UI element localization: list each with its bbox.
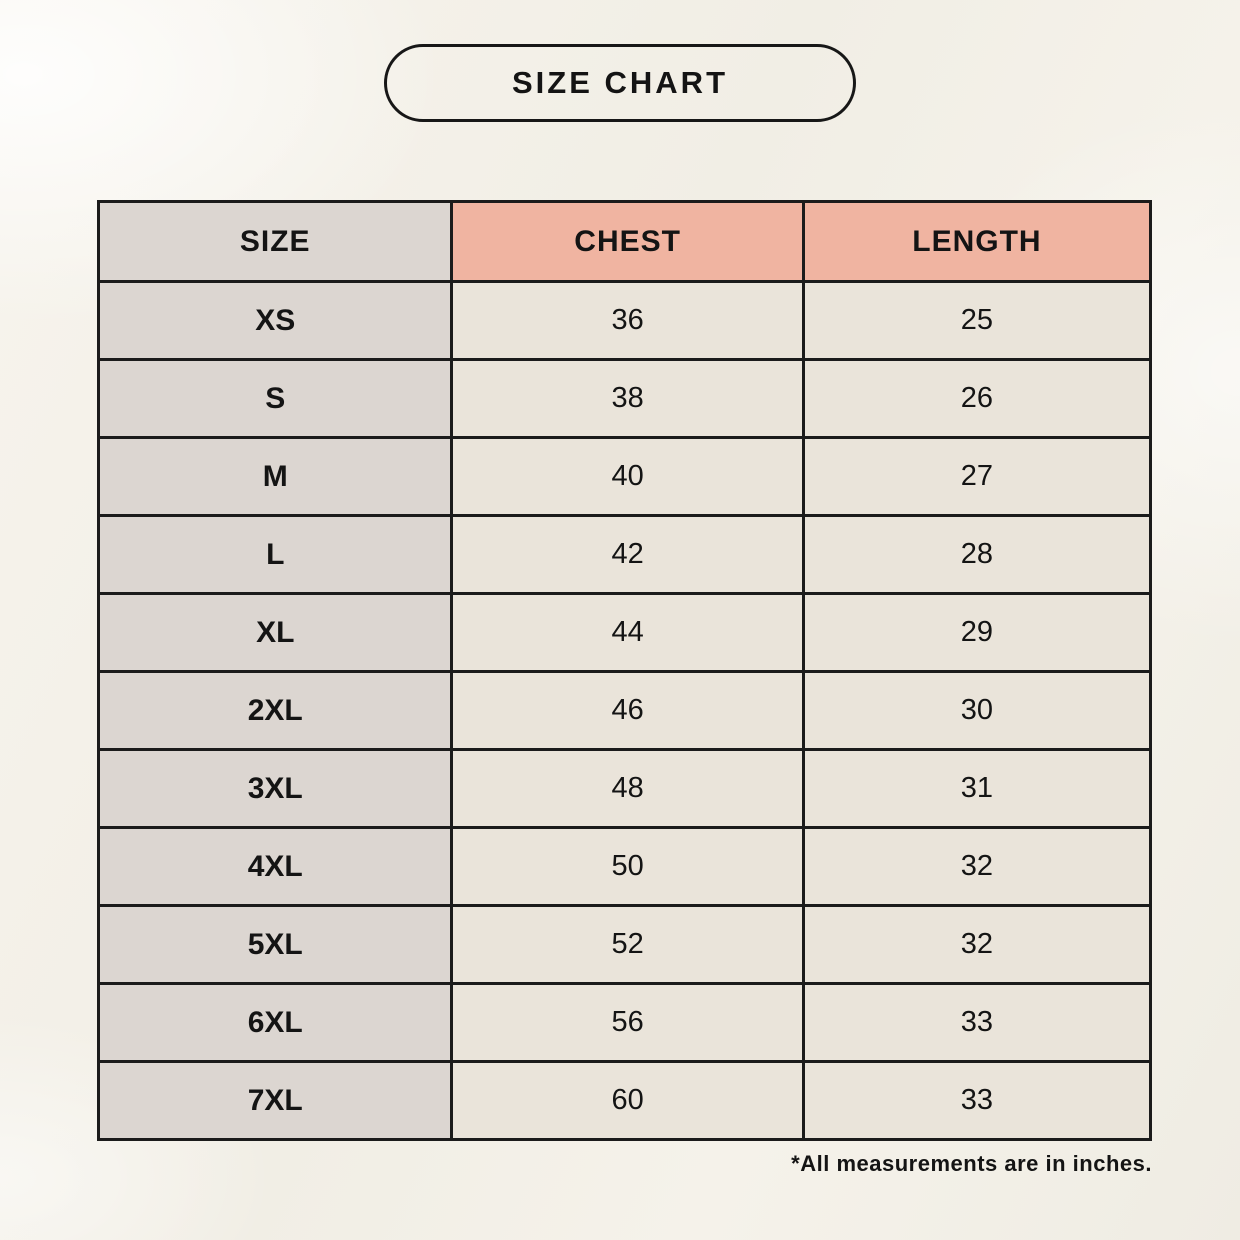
length-value: 26: [803, 360, 1150, 438]
size-chart-table: [97, 200, 1152, 1141]
table-row: [99, 672, 1151, 750]
length-value: 32: [803, 906, 1150, 984]
size-label: 3XL: [99, 750, 452, 828]
size-label: XL: [99, 594, 452, 672]
chest-value: 36: [452, 282, 803, 360]
size-label: 6XL: [99, 984, 452, 1062]
table-row: [99, 594, 1151, 672]
size-label: L: [99, 516, 452, 594]
size-label: 2XL: [99, 672, 452, 750]
chest-value: 60: [452, 1062, 803, 1140]
chest-value: 44: [452, 594, 803, 672]
column-header-size: SIZE: [99, 202, 452, 282]
length-value: 30: [803, 672, 1150, 750]
table-row: [99, 828, 1151, 906]
chest-value: 40: [452, 438, 803, 516]
length-value: 33: [803, 1062, 1150, 1140]
chest-value: 56: [452, 984, 803, 1062]
table-row: [99, 906, 1151, 984]
measurements-footnote: *All measurements are in inches.: [791, 1151, 1152, 1176]
column-header-length: LENGTH: [803, 202, 1150, 282]
length-value: 29: [803, 594, 1150, 672]
size-label: 5XL: [99, 906, 452, 984]
page-title: SIZE CHART: [512, 65, 728, 100]
table-row: [99, 750, 1151, 828]
table-row: [99, 1062, 1151, 1140]
table-header-row: [99, 202, 1151, 282]
chest-value: 50: [452, 828, 803, 906]
column-header-chest: CHEST: [452, 202, 803, 282]
size-label: 7XL: [99, 1062, 452, 1140]
table-row: [99, 516, 1151, 594]
length-value: 27: [803, 438, 1150, 516]
chest-value: 46: [452, 672, 803, 750]
size-label: 4XL: [99, 828, 452, 906]
length-value: 28: [803, 516, 1150, 594]
length-value: 33: [803, 984, 1150, 1062]
table-row: [99, 984, 1151, 1062]
size-label: XS: [99, 282, 452, 360]
size-label: M: [99, 438, 452, 516]
table-row: [99, 360, 1151, 438]
length-value: 25: [803, 282, 1150, 360]
chest-value: 52: [452, 906, 803, 984]
size-label: S: [99, 360, 452, 438]
length-value: 32: [803, 828, 1150, 906]
length-value: 31: [803, 750, 1150, 828]
size-chart-title-pill: [384, 44, 856, 122]
table-row: [99, 438, 1151, 516]
table-row: [99, 282, 1151, 360]
chest-value: 48: [452, 750, 803, 828]
chest-value: 38: [452, 360, 803, 438]
chest-value: 42: [452, 516, 803, 594]
